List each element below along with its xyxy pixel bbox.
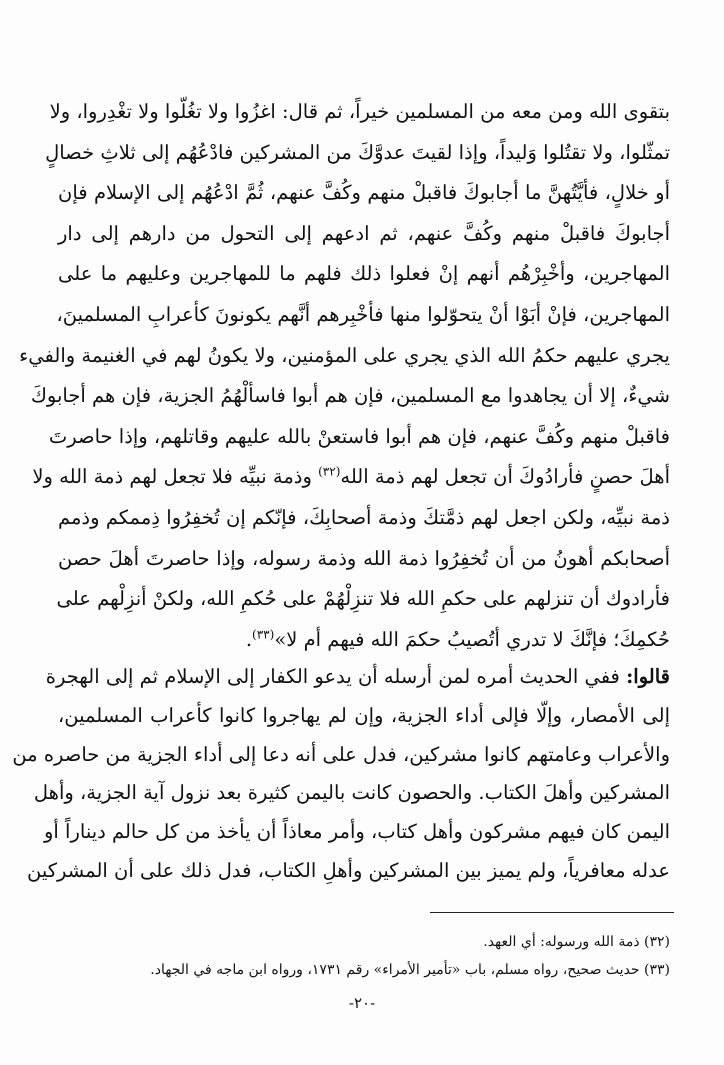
text-line: المهاجرين، فإنْ أبَوْا أنْ يتحوّلوا منها فأخْبِرهم أنَّهم يكونونَ كأعرابِ المسلمينَ، — [56, 302, 670, 326]
text-line: بتقوى الله ومن معه من المسلمين خيراً، ثم قال: اغزُوا ولا تغُلّوا ولا تغْدِروا، ولا — [49, 100, 670, 123]
text-line: شيءٌ، إلا أن يجاهدوا مع المسلمين، فإن هم أبوا فاسألْهُمُ الجزية، فإن هم أجابوكَ — [30, 384, 670, 408]
commentary-paragraph — [12, 658, 670, 891]
text-line: يجري عليهم حكمُ الله الذي يجري على المؤمنين، ولا يكونُ لهم في الغنيمة والفيء — [19, 343, 670, 367]
text-line: أو خلالٍ، فأيَّتُهنَّ ما أجابوكَ فاقبلْ منهم وكُفَّ عنهم، ثُمَّ ادْعُهُم إلى الإسلام فإن — [58, 181, 670, 205]
text-line: والأعراب وعامتهم كانوا مشركين، فدل على أنه دعا إلى أداء الجزية من حاصره من — [12, 742, 670, 766]
text-line: تمثّلوا، ولا تقتُلوا وَليداً، وإذا لقيتَ عدوَّكَ من المشركين فادْعُهُم إلى ثلاثِ خصالٍ — [45, 140, 670, 164]
text-segment: ففي الحديث أمره لمن أرسله أن يدعو الكفار إلى الإسلام ثم إلى الهجرة — [45, 665, 627, 688]
footnote-ref-32[interactable]: (٣٢) — [318, 464, 341, 479]
footnote-divider — [430, 912, 674, 913]
text-segment: وذمة نبيِّه فلا تجعل لهم ذمة الله ولا — [32, 465, 312, 489]
text-line: إلى الأمصار، وإلّا فإلى أداء الجزية، وإن لم يهاجروا كانوا كأعراب المسلمين، — [58, 703, 670, 727]
text-line: المهاجرين، وأخْبِرْهُم أنهم إنْ فعلوا ذلك فلهم ما للمهاجرين وعليهم ما على — [58, 262, 670, 286]
text-line: عدله معافرياً، ولم يميز بين المشركين وأهلِ الكتاب، فدل ذلك على أن المشركين — [27, 858, 670, 882]
text-line: ذمة نبيِّه، ولكن اجعل لهم ذمَّتكَ وذمة أصحابِكَ، فإنّكم إن تُخفِرُوا ذِممكم وذمم — [58, 505, 670, 529]
text-line: فأرادوك أن تنزلهم على حكمِ الله فلا تنزِلْهُمْ على حُكمِ الله، ولكنْ أنزِلْهم على — [56, 587, 670, 611]
text-line: فاقبلْ منهم وكُفَّ عنهم، فإن هم أبوا فاستعنْ بالله عليهم وقاتلهم، وإذا حاصرتَ — [48, 424, 670, 448]
paragraph-lead: قالوا: — [626, 665, 670, 688]
page-number: -٢٠- — [348, 994, 376, 1012]
text-line: اليمن كان فيهم مشركون وأهل كتاب، وأمر معاذاً أن يأخذ من كل حالم ديناراً أو — [44, 820, 670, 844]
text-line: أصحابكم أهونُ من أن تُخفِرُوا ذمة الله وذمة رسوله، وإذا حاصرتَ أهلَ حصن — [58, 546, 670, 570]
text-segment: أهلَ حصنٍ فأرادُوكَ أن تجعل لهم ذمة الله — [340, 465, 670, 489]
text-line: أجابوكَ فاقبلْ منهم وكُفَّ عنهم، ثم ادعهم إلى التحول من دارهم إلى دار — [58, 221, 670, 245]
text-line — [32, 457, 670, 498]
sentence-end: . — [245, 627, 253, 651]
text-segment: حُكمِكَ؛ فإنَّكَ لا تدري أتُصيبُ حكمَ الله فيهم أم لا» — [274, 627, 670, 651]
text-line — [58, 620, 670, 661]
text-line — [45, 658, 670, 697]
text-line: المشركين وأهلَ الكتاب. والحصون كانت باليمن كثيرة بعد نزول آية الجزية، وأهل — [33, 781, 670, 805]
footnote-ref-33[interactable]: (٣٣) — [252, 627, 275, 642]
footnote-32: (٣٢) ذمة الله ورسوله: أي العهد. — [483, 934, 670, 950]
hadith-paragraph — [19, 92, 670, 660]
footnote-33: (٣٣) حديث صحيح، رواه مسلم، باب «تأمير الأمراء» رقم ١٧٣١، ورواه ابن ماجه في الجهاد. — [150, 962, 670, 978]
